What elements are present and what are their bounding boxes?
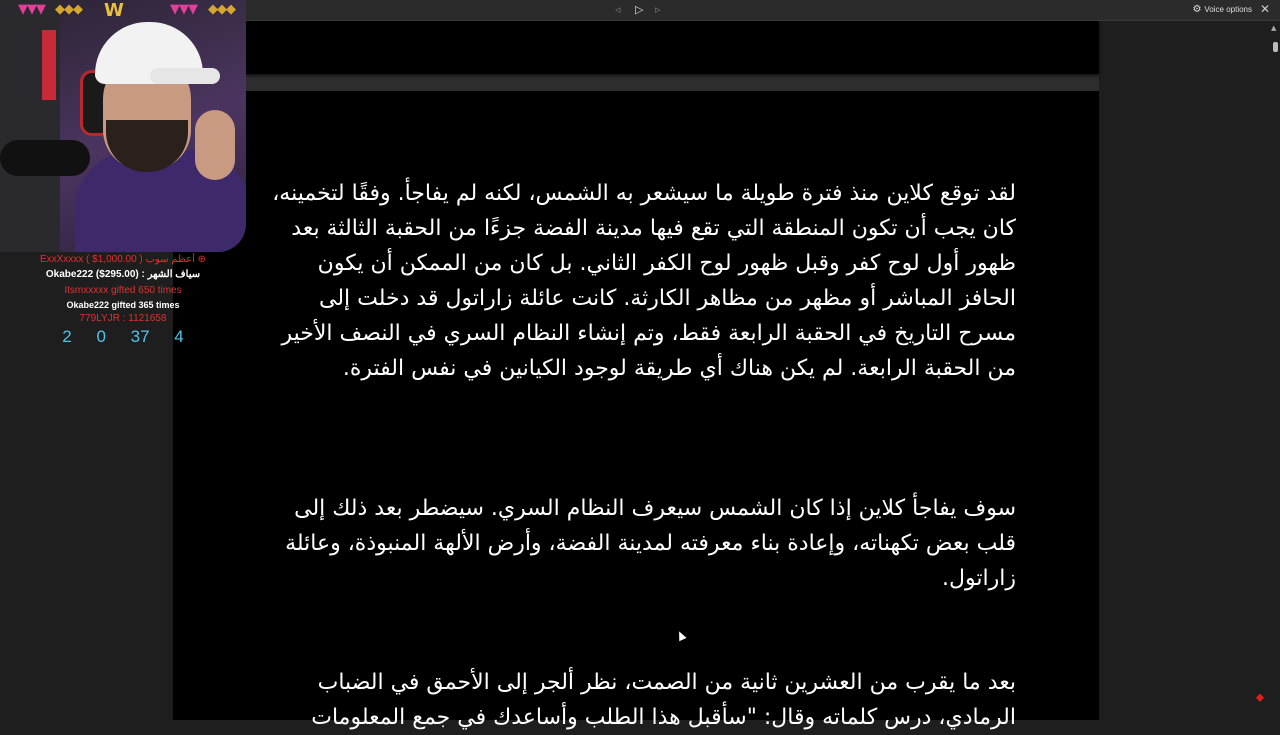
paragraph-1: لقد توقع كلاين منذ فترة طويلة ما سيشعر به الشمس، لكنه لم يفاجأ. وفقًا لتخمينه، كان يجب أن تكون المنطقة التي تقع فيها مدينة الفضة جزءًا من الحقبة الثالثة بعد ظهور أول لوح كفر وقبل ظهور لوح الكفر الثاني. بل كان من الممكن أن يكون الحافز المباشر أو مظهر من مظاهر الكارثة. كانت عائلة زاراتول قد دخلت إلى مسرح التاريخ في الحقبة الرابعة فقط، وتم إنشاء النظام السري في النصف الأخير من الحقبة الرابعة. لم يكن هناك أي طريقة لوجود الكيانين في نفس الفترة. — [272, 181, 1016, 381]
next-icon[interactable]: ▹ — [655, 3, 661, 16]
counter-row — [0, 327, 246, 347]
top-sub-line: ExxXxxxx ( $1,000.00 ) أعظم سوب ⊕ — [39, 254, 207, 265]
paragraph-3: بعد ما يقرب من العشرين ثانية من الصمت، نظر ألجر إلى الأحمق في الضباب الرمادي، درس كلماته وقال: "سأقبل هذا الطلب وأساعدك في جمع المعلومات — [311, 670, 1016, 730]
decoration-diamonds-icon: ◆◆◆ — [55, 2, 82, 17]
voice-options-button[interactable] — [1192, 4, 1252, 16]
voice-gear-icon: ⚙ — [1192, 4, 1202, 15]
code-line: 779LYJR : 1121658 — [79, 313, 167, 324]
cap-brim — [150, 68, 220, 84]
scrollbar-thumb[interactable] — [1273, 42, 1278, 52]
channel-logo: W — [104, 0, 124, 21]
webcam-red-light — [42, 30, 56, 100]
decoration-triangles-icon: ▼▼▼ — [18, 2, 45, 17]
microphone-icon — [0, 140, 90, 176]
decoration-diamonds-icon: ◆◆◆ — [208, 2, 235, 17]
gift-line-2: Okabe222 gifted 365 times — [66, 300, 180, 310]
counter-2: 0 — [96, 327, 106, 346]
gift-line-1: Itsmxxxxx gifted 650 times — [64, 285, 182, 296]
counter-4: 4 — [174, 327, 184, 346]
paragraph-2: سوف يفاجأ كلاين إذا كان الشمس سيعرف النظام السري. سيضطر بعد ذلك إلى قلب بعض تكهناته، وإعادة بناء معرفته لمدينة الفضة، وأرض الألهة المنبوذة، وعائلة زاراتول. — [285, 496, 1016, 591]
streamer-hand — [195, 110, 235, 180]
play-icon[interactable]: ▷ — [635, 3, 644, 16]
webcam-overlay — [0, 0, 246, 252]
month-sword-line: Okabe222 ($295.00) : سياف الشهر — [45, 269, 201, 280]
decoration-triangles-icon: ▼▼▼ — [170, 2, 197, 17]
close-icon[interactable]: ✕ — [1259, 2, 1270, 16]
counter-1: 2 — [62, 327, 72, 346]
pdf-icon[interactable]: ⬥ — [1255, 690, 1265, 704]
counter-3: 37 — [130, 327, 150, 346]
previous-page — [245, 21, 1099, 74]
scroll-up-icon[interactable]: ▲ — [1271, 24, 1277, 32]
previous-icon[interactable]: ◃ — [615, 3, 621, 16]
voice-options-label: Voice options — [1204, 5, 1252, 14]
